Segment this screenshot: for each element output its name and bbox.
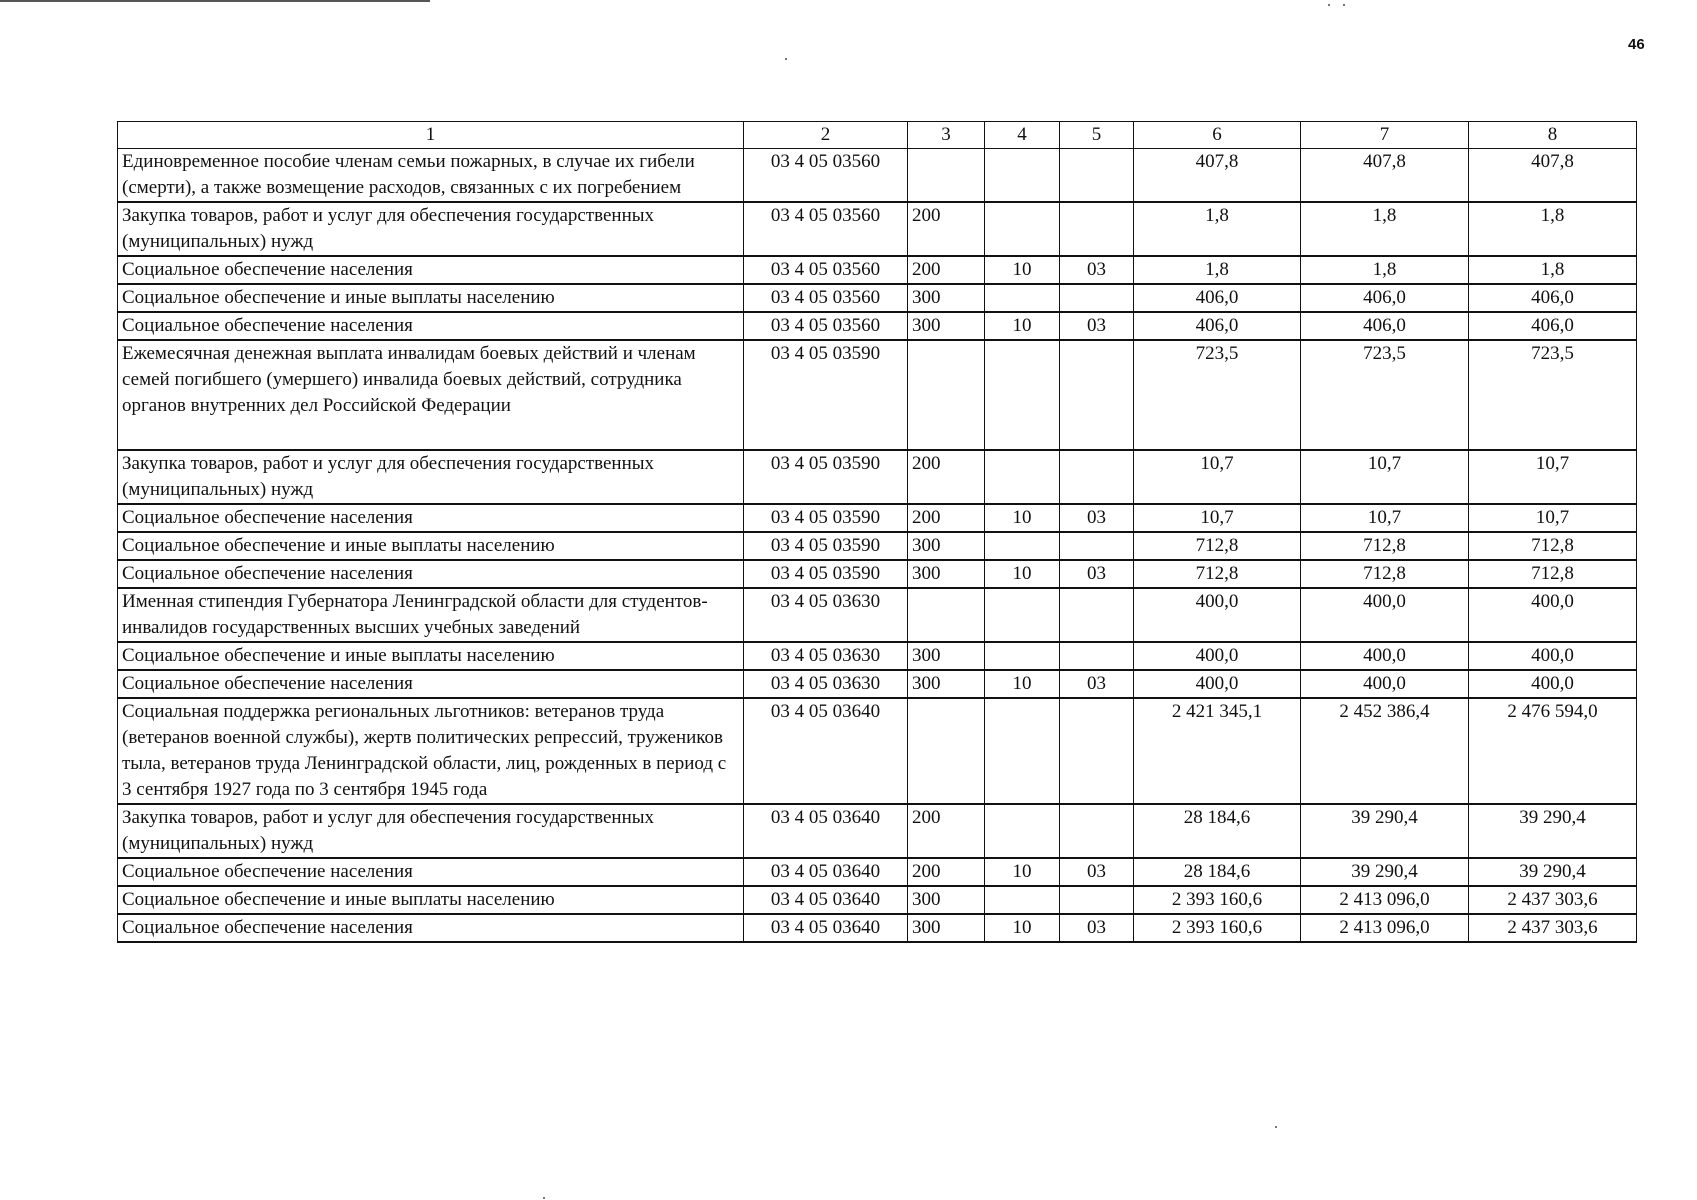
target-article-code: 03 4 05 03590: [744, 340, 908, 450]
budget-item-name: Ежемесячная денежная выплата инвалидам боевых действий и членам семей погибшего (умершего) инвалида боевых действий, сотрудника органов внутренних дел Российской Федерации: [118, 340, 744, 450]
budget-item-name: Единовременное пособие членам семьи пожарных, в случае их гибели (смерти), а также возмещение расходов, связанных с их погребением: [118, 149, 744, 203]
target-article-code: 03 4 05 03640: [744, 698, 908, 804]
subsection-code: [1060, 532, 1134, 560]
amount-column-7: 407,8: [1301, 149, 1469, 203]
target-article-code: 03 4 05 03640: [744, 886, 908, 914]
budget-item-name: Социальное обеспечение населения: [118, 560, 744, 588]
budget-item-name: Закупка товаров, работ и услуг для обеспечения государственных (муниципальных) нужд: [118, 202, 744, 256]
section-code: [985, 698, 1060, 804]
subsection-code: [1060, 698, 1134, 804]
table-header-row: [118, 122, 1637, 149]
target-article-code: 03 4 05 03630: [744, 642, 908, 670]
amount-column-7: 723,5: [1301, 340, 1469, 450]
section-code: 10: [985, 256, 1060, 284]
amount-column-8: 406,0: [1469, 312, 1637, 340]
amount-column-7: 10,7: [1301, 504, 1469, 532]
amount-column-6: 400,0: [1134, 642, 1301, 670]
budget-item-name: Социальная поддержка региональных льготников: ветеранов труда (ветеранов военной службы), жертв политических репрессий, тружеников тыла, ветеранов труда Ленинградской области, лиц, рожденных в период с 3 сентября 1927 года по 3 сентября 1945 года: [118, 698, 744, 804]
amount-column-8: 400,0: [1469, 642, 1637, 670]
amount-column-8: 39 290,4: [1469, 858, 1637, 886]
expense-type-code: 300: [908, 642, 985, 670]
amount-column-6: 2 393 160,6: [1134, 886, 1301, 914]
table-row: [118, 804, 1637, 858]
expense-type-code: 300: [908, 670, 985, 698]
section-code: [985, 340, 1060, 450]
section-code: 10: [985, 858, 1060, 886]
subsection-code: [1060, 804, 1134, 858]
table-row: [118, 284, 1637, 312]
amount-column-8: 723,5: [1469, 340, 1637, 450]
subsection-code: 03: [1060, 504, 1134, 532]
column-header: 3: [908, 122, 985, 149]
column-header: 5: [1060, 122, 1134, 149]
section-code: [985, 202, 1060, 256]
expense-type-code: 200: [908, 450, 985, 504]
amount-column-6: 712,8: [1134, 560, 1301, 588]
amount-column-6: 2 421 345,1: [1134, 698, 1301, 804]
subsection-code: [1060, 284, 1134, 312]
amount-column-7: 406,0: [1301, 312, 1469, 340]
amount-column-6: 723,5: [1134, 340, 1301, 450]
amount-column-8: 400,0: [1469, 588, 1637, 642]
amount-column-6: 406,0: [1134, 284, 1301, 312]
amount-column-6: 28 184,6: [1134, 804, 1301, 858]
budget-item-name: Социальное обеспечение населения: [118, 914, 744, 942]
section-code: 10: [985, 312, 1060, 340]
amount-column-7: 712,8: [1301, 532, 1469, 560]
amount-column-6: 400,0: [1134, 670, 1301, 698]
amount-column-6: 400,0: [1134, 588, 1301, 642]
table-row: [118, 504, 1637, 532]
subsection-code: [1060, 202, 1134, 256]
subsection-code: 03: [1060, 256, 1134, 284]
target-article-code: 03 4 05 03640: [744, 804, 908, 858]
target-article-code: 03 4 05 03590: [744, 450, 908, 504]
amount-column-7: 400,0: [1301, 670, 1469, 698]
amount-column-6: 1,8: [1134, 256, 1301, 284]
amount-column-8: 407,8: [1469, 149, 1637, 203]
subsection-code: 03: [1060, 914, 1134, 942]
subsection-code: [1060, 642, 1134, 670]
target-article-code: 03 4 05 03560: [744, 202, 908, 256]
target-article-code: 03 4 05 03630: [744, 588, 908, 642]
expense-type-code: 300: [908, 886, 985, 914]
table-row: [118, 560, 1637, 588]
amount-column-7: 400,0: [1301, 588, 1469, 642]
amount-column-8: 406,0: [1469, 284, 1637, 312]
target-article-code: 03 4 05 03590: [744, 504, 908, 532]
table-row: [118, 340, 1637, 450]
scan-artifact-dot: [1275, 1126, 1277, 1128]
target-article-code: 03 4 05 03640: [744, 858, 908, 886]
budget-item-name: Социальное обеспечение населения: [118, 312, 744, 340]
section-code: [985, 149, 1060, 203]
table-row: [118, 698, 1637, 804]
amount-column-7: 2 413 096,0: [1301, 886, 1469, 914]
budget-item-name: Закупка товаров, работ и услуг для обеспечения государственных (муниципальных) нужд: [118, 804, 744, 858]
section-code: [985, 532, 1060, 560]
table-row: [118, 886, 1637, 914]
table-row: [118, 149, 1637, 203]
target-article-code: 03 4 05 03630: [744, 670, 908, 698]
budget-item-name: Социальное обеспечение населения: [118, 504, 744, 532]
table-body: [118, 149, 1637, 943]
section-code: [985, 886, 1060, 914]
scan-artifact-dot: [1343, 4, 1345, 6]
expense-type-code: [908, 340, 985, 450]
section-code: [985, 642, 1060, 670]
amount-column-6: 10,7: [1134, 450, 1301, 504]
budget-item-name: Социальное обеспечение и иные выплаты населению: [118, 642, 744, 670]
table-row: [118, 858, 1637, 886]
amount-column-7: 1,8: [1301, 202, 1469, 256]
amount-column-8: 1,8: [1469, 202, 1637, 256]
amount-column-7: 39 290,4: [1301, 804, 1469, 858]
section-code: 10: [985, 670, 1060, 698]
amount-column-8: 39 290,4: [1469, 804, 1637, 858]
table-header: [118, 122, 1637, 149]
budget-item-name: Социальное обеспечение населения: [118, 256, 744, 284]
expense-type-code: 300: [908, 560, 985, 588]
amount-column-7: 406,0: [1301, 284, 1469, 312]
column-header: 2: [744, 122, 908, 149]
budget-item-name: Социальное обеспечение и иные выплаты населению: [118, 532, 744, 560]
amount-column-8: 10,7: [1469, 450, 1637, 504]
amount-column-6: 28 184,6: [1134, 858, 1301, 886]
amount-column-7: 39 290,4: [1301, 858, 1469, 886]
expense-type-code: 200: [908, 256, 985, 284]
table-row: [118, 202, 1637, 256]
budget-item-name: Социальное обеспечение и иные выплаты населению: [118, 886, 744, 914]
table-row: [118, 532, 1637, 560]
expense-type-code: 200: [908, 504, 985, 532]
expense-type-code: 300: [908, 312, 985, 340]
amount-column-8: 10,7: [1469, 504, 1637, 532]
subsection-code: 03: [1060, 670, 1134, 698]
column-header: 1: [118, 122, 744, 149]
amount-column-6: 406,0: [1134, 312, 1301, 340]
section-code: [985, 450, 1060, 504]
budget-item-name: Именная стипендия Губернатора Ленинградской области для студентов-инвалидов государственных высших учебных заведений: [118, 588, 744, 642]
table-row: [118, 312, 1637, 340]
amount-column-6: 10,7: [1134, 504, 1301, 532]
column-header: 7: [1301, 122, 1469, 149]
section-code: 10: [985, 560, 1060, 588]
budget-item-name: Социальное обеспечение и иные выплаты населению: [118, 284, 744, 312]
target-article-code: 03 4 05 03590: [744, 532, 908, 560]
expense-type-code: [908, 588, 985, 642]
amount-column-7: 400,0: [1301, 642, 1469, 670]
subsection-code: [1060, 149, 1134, 203]
amount-column-7: 1,8: [1301, 256, 1469, 284]
table-row: [118, 670, 1637, 698]
amount-column-8: 712,8: [1469, 532, 1637, 560]
target-article-code: 03 4 05 03560: [744, 284, 908, 312]
column-header: 4: [985, 122, 1060, 149]
amount-column-8: 400,0: [1469, 670, 1637, 698]
table-row: [118, 914, 1637, 942]
subsection-code: [1060, 340, 1134, 450]
section-code: [985, 588, 1060, 642]
table-row: [118, 256, 1637, 284]
page-number: 46: [1628, 36, 1645, 53]
budget-item-name: Социальное обеспечение населения: [118, 858, 744, 886]
table-row: [118, 642, 1637, 670]
section-code: 10: [985, 914, 1060, 942]
subsection-code: 03: [1060, 312, 1134, 340]
target-article-code: 03 4 05 03590: [744, 560, 908, 588]
expense-type-code: 200: [908, 202, 985, 256]
table-row: [118, 450, 1637, 504]
subsection-code: [1060, 886, 1134, 914]
section-code: 10: [985, 504, 1060, 532]
budget-item-name: Социальное обеспечение населения: [118, 670, 744, 698]
subsection-code: [1060, 588, 1134, 642]
amount-column-7: 712,8: [1301, 560, 1469, 588]
scan-artifact-dot: [785, 58, 787, 60]
expense-type-code: 200: [908, 804, 985, 858]
table-row: [118, 588, 1637, 642]
scan-artifact-dot: [543, 1197, 545, 1199]
expense-type-code: 300: [908, 284, 985, 312]
expense-type-code: 300: [908, 532, 985, 560]
column-header: 6: [1134, 122, 1301, 149]
amount-column-6: 1,8: [1134, 202, 1301, 256]
expense-type-code: [908, 149, 985, 203]
scan-artifact-dot: [1328, 4, 1330, 6]
section-code: [985, 804, 1060, 858]
target-article-code: 03 4 05 03560: [744, 256, 908, 284]
amount-column-8: 2 437 303,6: [1469, 886, 1637, 914]
expense-type-code: 300: [908, 914, 985, 942]
amount-column-8: 712,8: [1469, 560, 1637, 588]
expense-type-code: [908, 698, 985, 804]
amount-column-7: 10,7: [1301, 450, 1469, 504]
amount-column-8: 1,8: [1469, 256, 1637, 284]
amount-column-8: 2 437 303,6: [1469, 914, 1637, 942]
target-article-code: 03 4 05 03560: [744, 149, 908, 203]
amount-column-6: 2 393 160,6: [1134, 914, 1301, 942]
amount-column-8: 2 476 594,0: [1469, 698, 1637, 804]
subsection-code: [1060, 450, 1134, 504]
section-code: [985, 284, 1060, 312]
column-header: 8: [1469, 122, 1637, 149]
subsection-code: 03: [1060, 858, 1134, 886]
amount-column-7: 2 452 386,4: [1301, 698, 1469, 804]
amount-column-6: 407,8: [1134, 149, 1301, 203]
amount-column-7: 2 413 096,0: [1301, 914, 1469, 942]
amount-column-6: 712,8: [1134, 532, 1301, 560]
target-article-code: 03 4 05 03560: [744, 312, 908, 340]
subsection-code: 03: [1060, 560, 1134, 588]
target-article-code: 03 4 05 03640: [744, 914, 908, 942]
budget-item-name: Закупка товаров, работ и услуг для обеспечения государственных (муниципальных) нужд: [118, 450, 744, 504]
expense-type-code: 200: [908, 858, 985, 886]
scan-artifact-top-left: [0, 0, 430, 2]
budget-table: [117, 121, 1637, 943]
